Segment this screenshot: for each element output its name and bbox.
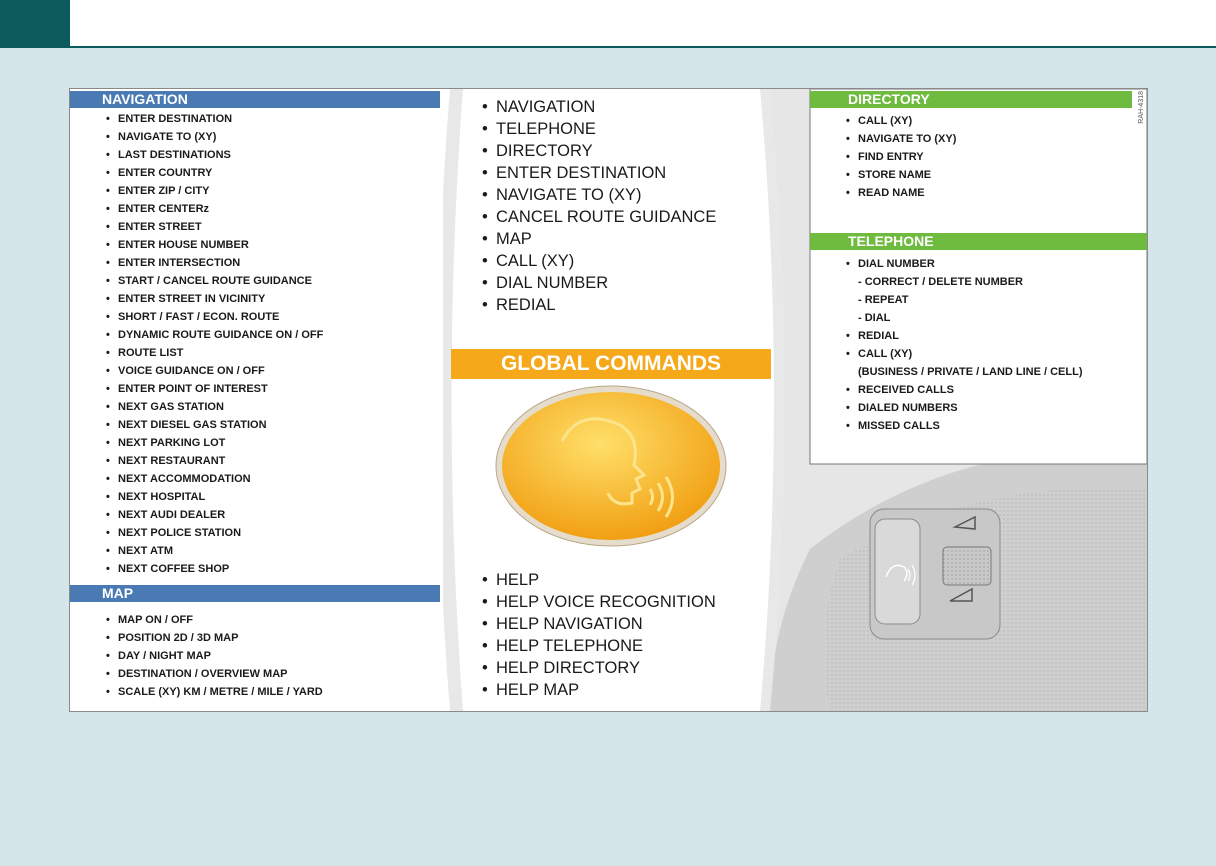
- list-item: • NEXT DIESEL GAS STATION: [106, 419, 323, 437]
- voice-head-icon: [540, 409, 680, 519]
- list-item: • TELEPHONE: [482, 120, 716, 142]
- directory-button-icon: NAME: [1042, 118, 1066, 127]
- list-item: • READ NAME: [846, 187, 956, 205]
- directory-button-tel-label: TEL: [1046, 150, 1062, 159]
- global-help-list: [482, 571, 716, 703]
- list-item: • NAVIGATE TO (XY): [846, 133, 956, 151]
- navigation-list: [106, 113, 323, 581]
- list-item: • DIAL NUMBER: [482, 274, 716, 296]
- list-item: • REDIAL: [846, 330, 1083, 348]
- list-item: • NEXT PARKING LOT: [106, 437, 323, 455]
- list-item: • DYNAMIC ROUTE GUIDANCE ON / OFF: [106, 329, 323, 347]
- list-item: • NEXT HOSPITAL: [106, 491, 323, 509]
- page-header-bar: [0, 0, 1216, 48]
- list-item: • NEXT COFFEE SHOP: [106, 563, 323, 581]
- list-item: • FIND ENTRY: [846, 151, 956, 169]
- telephone-list: [846, 258, 1083, 438]
- directory-header: DIRECTORY: [810, 91, 1132, 108]
- list-item: • ENTER STREET IN VICINITY: [106, 293, 323, 311]
- list-item: • ENTER POINT OF INTEREST: [106, 383, 323, 401]
- list-item: • DESTINATION / OVERVIEW MAP: [106, 668, 323, 686]
- list-item: • DIAL NUMBER: [846, 258, 1083, 276]
- list-item: • HELP NAVIGATION: [482, 615, 716, 637]
- list-item: • HELP: [482, 571, 716, 593]
- list-item: • ENTER CENTERz: [106, 203, 323, 221]
- list-item: • STORE NAME: [846, 169, 956, 187]
- nav-button-icon: NAV: [324, 137, 341, 146]
- list-item: • HELP DIRECTORY: [482, 659, 716, 681]
- list-item: • ENTER STREET: [106, 221, 323, 239]
- list-item: • SHORT / FAST / ECON. ROUTE: [106, 311, 323, 329]
- list-item: • HELP TELEPHONE: [482, 637, 716, 659]
- list-item: • ENTER COUNTRY: [106, 167, 323, 185]
- list-item: • NEXT AUDI DEALER: [106, 509, 323, 527]
- list-item: - DIAL: [858, 312, 891, 324]
- list-item: • RECEIVED CALLS: [846, 384, 1083, 402]
- list-item: • MAP ON / OFF: [106, 614, 323, 632]
- list-item: • NEXT RESTAURANT: [106, 455, 323, 473]
- voice-commands-figure: [69, 88, 1148, 712]
- list-item: • HELP MAP: [482, 681, 716, 703]
- directory-list: [846, 115, 956, 205]
- list-item: • CALL (XY): [846, 115, 956, 133]
- list-item: (BUSINESS / PRIVATE / LAND LINE / CELL): [858, 366, 1083, 378]
- list-item: • ENTER INTERSECTION: [106, 257, 323, 275]
- list-item: • ENTER DESTINATION: [482, 164, 716, 186]
- list-item: • NAVIGATE TO (XY): [106, 131, 323, 149]
- list-item: • NEXT GAS STATION: [106, 401, 323, 419]
- list-item: • ENTER ZIP / CITY: [106, 185, 323, 203]
- list-item: • CANCEL ROUTE GUIDANCE: [482, 208, 716, 230]
- list-item: • CALL (XY): [846, 348, 1083, 366]
- list-item: • NEXT POLICE STATION: [106, 527, 323, 545]
- list-item: • NEXT ACCOMMODATION: [106, 473, 323, 491]
- telephone-header: TELEPHONE: [810, 233, 1147, 250]
- list-item: • HELP VOICE RECOGNITION: [482, 593, 716, 615]
- navigation-header: NAVIGATION: [70, 91, 440, 108]
- list-item: • MISSED CALLS: [846, 420, 1083, 438]
- list-item: • SCALE (XY) KM / METRE / MILE / YARD: [106, 686, 323, 704]
- list-item: • REDIAL: [482, 296, 716, 318]
- global-top-list: [482, 98, 716, 318]
- list-item: • POSITION 2D / 3D MAP: [106, 632, 323, 650]
- list-item: • NEXT ATM: [106, 545, 323, 563]
- list-item: - CORRECT / DELETE NUMBER: [858, 276, 1023, 288]
- list-item: • VOICE GUIDANCE ON / OFF: [106, 365, 323, 383]
- list-item: • DAY / NIGHT MAP: [106, 650, 323, 668]
- list-item: - REPEAT: [858, 294, 909, 306]
- list-item: • ENTER HOUSE NUMBER: [106, 239, 323, 257]
- steering-wheel-controls-icon: [870, 509, 1000, 639]
- list-item: • DIRECTORY: [482, 142, 716, 164]
- list-item: • MAP: [482, 230, 716, 252]
- list-item: • ENTER DESTINATION: [106, 113, 323, 131]
- list-item: • NAVIGATION: [482, 98, 716, 120]
- map-header: MAP: [70, 585, 440, 602]
- list-item: • START / CANCEL ROUTE GUIDANCE: [106, 275, 323, 293]
- list-item: • LAST DESTINATIONS: [106, 149, 323, 167]
- list-item: • NAVIGATE TO (XY): [482, 186, 716, 208]
- list-item: • DIALED NUMBERS: [846, 402, 1083, 420]
- list-item: • ROUTE LIST: [106, 347, 323, 365]
- figure-code: RAH-4318: [1138, 91, 1145, 124]
- map-list: [106, 614, 323, 704]
- list-item: • CALL (XY): [482, 252, 716, 274]
- global-commands-header: GLOBAL COMMANDS: [451, 349, 771, 379]
- header-tab-marker: [0, 0, 70, 46]
